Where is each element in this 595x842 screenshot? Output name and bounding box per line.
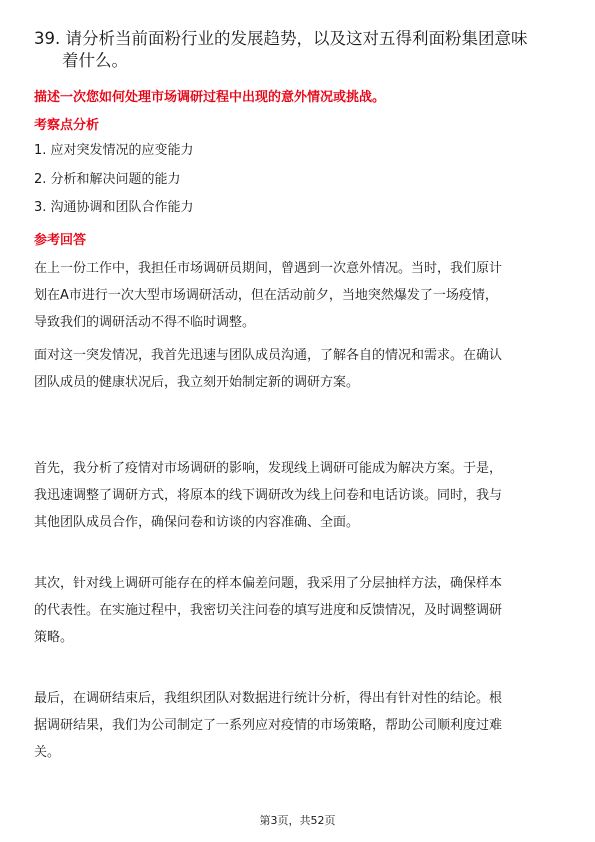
question-heading bbox=[34, 28, 564, 72]
paragraph-line: 在上一份工作中，我担任市场调研员期间，曾遇到一次意外情况。当时，我们原计 bbox=[34, 261, 503, 276]
paragraph-line: 导致我们的调研活动不得不临时调整。 bbox=[34, 315, 256, 330]
analysis-point: 2. 分析和解决问题的能力 bbox=[34, 172, 181, 187]
paragraph-line: 我迅速调整了调研方式，将原本的线下调研改为线上问卷和电话访谈。同时，我与 bbox=[34, 488, 503, 503]
analysis-point: 3. 沟通协调和团队合作能力 bbox=[34, 200, 194, 215]
analysis-point: 1. 应对突发情况的应变能力 bbox=[34, 143, 194, 158]
question-line-2: 着什么。 bbox=[62, 51, 128, 70]
paragraph-line: 的代表性。在实施过程中，我密切关注问卷的填写进度和反馈情况，及时调整调研 bbox=[34, 603, 503, 618]
answer-paragraph-5 bbox=[34, 685, 568, 766]
answer-paragraph-3 bbox=[34, 455, 568, 536]
analysis-title: 考察点分析 bbox=[34, 118, 100, 133]
question-number: 39. bbox=[34, 29, 61, 48]
paragraph-line: 面对这一突发情况，我首先迅速与团队成员沟通，了解各自的情况和需求。在确认 bbox=[34, 348, 503, 363]
paragraph-line: 团队成员的健康状况后，我立刻开始制定新的调研方案。 bbox=[34, 375, 360, 390]
paragraph-line: 其次，针对线上调研可能存在的样本偏差问题，我采用了分层抽样方法，确保样本 bbox=[34, 576, 503, 591]
page-number: 第3页，共52页 bbox=[259, 814, 336, 827]
sub-question: 描述一次您如何处理市场调研过程中出现的意外情况或挑战。 bbox=[34, 90, 386, 105]
paragraph-line: 关。 bbox=[34, 745, 61, 760]
paragraph-line: 最后，在调研结束后，我组织团队对数据进行统计分析，得出有针对性的结论。根 bbox=[34, 691, 503, 706]
paragraph-line: 划在A市进行一次大型市场调研活动，但在活动前夕，当地突然爆发了一场疫情， bbox=[34, 288, 498, 303]
answer-paragraph-2 bbox=[34, 342, 568, 396]
question-text-line-1: 请分析当前面粉行业的发展趋势，以及这对五得利面粉集团意味 bbox=[65, 29, 528, 48]
paragraph-line: 其他团队成员合作，确保问卷和访谈的内容准确、全面。 bbox=[34, 515, 360, 530]
paragraph-line: 据调研结果，我们为公司制定了一系列应对疫情的市场策略，帮助公司顺利度过难 bbox=[34, 718, 503, 733]
paragraph-line: 策略。 bbox=[34, 630, 74, 645]
question-line-1 bbox=[34, 28, 564, 50]
paragraph-line: 首先，我分析了疫情对市场调研的影响，发现线上调研可能成为解决方案。于是， bbox=[34, 461, 503, 476]
answer-paragraph-4 bbox=[34, 570, 568, 651]
answer-title: 参考回答 bbox=[34, 233, 87, 248]
answer-paragraph-1 bbox=[34, 255, 568, 336]
